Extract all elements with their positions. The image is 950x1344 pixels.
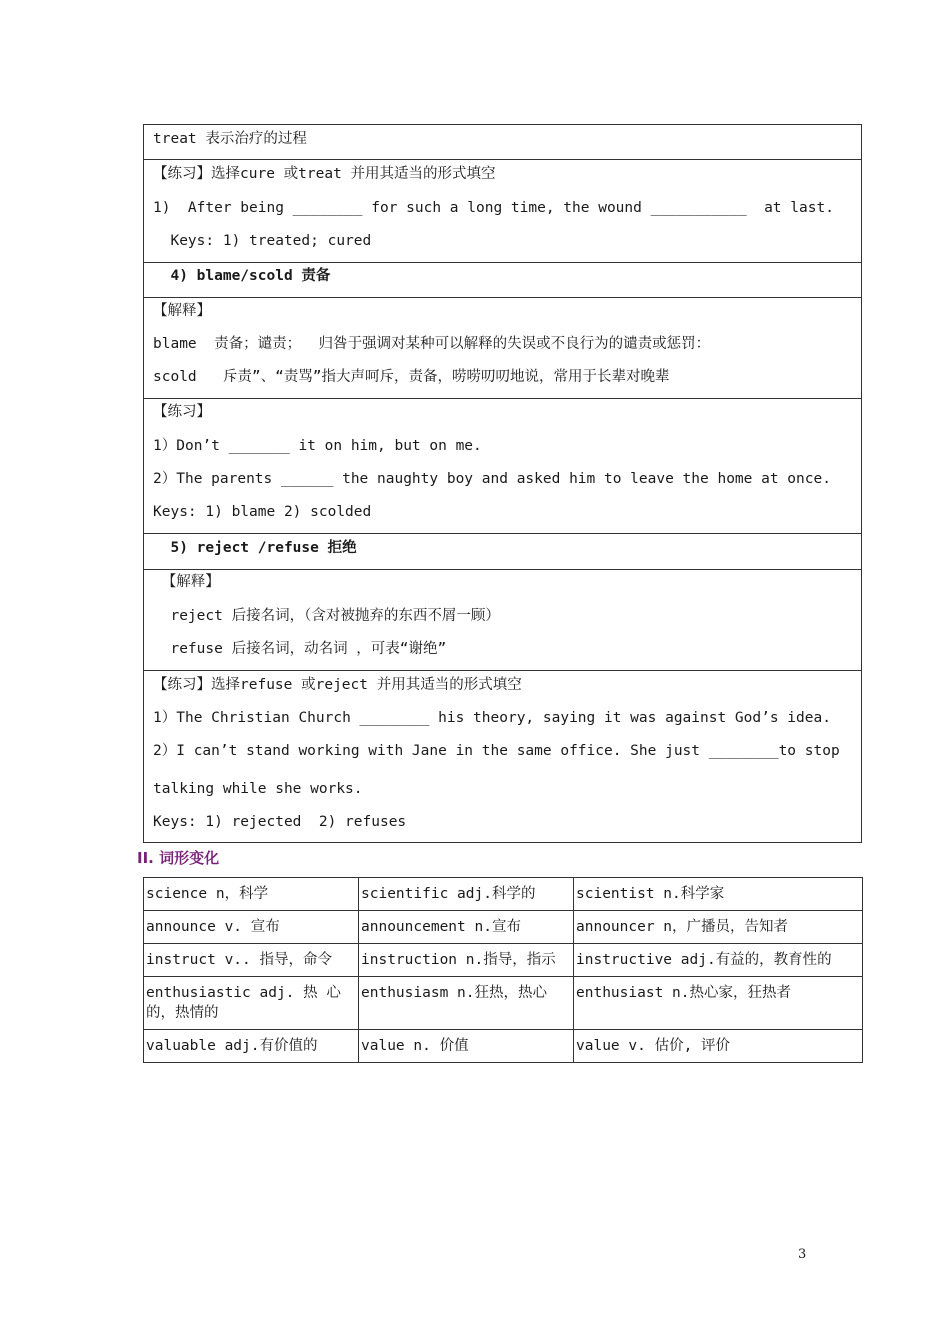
divider	[144, 297, 861, 298]
table-cell: value n. 价值	[359, 1030, 574, 1063]
reject-explanation: reject 后接名词，（含对被抛弃的东西不屑一顾）	[153, 608, 500, 624]
explanation-heading: 【解释】	[153, 303, 211, 319]
table-cell: instructive adj.有益的，教育性的	[574, 944, 863, 977]
table-cell: instruct v.. 指导，命令	[144, 944, 359, 977]
practice-3-q2: 2）I can’t stand working with Jane in the same office. She just ________to stop	[153, 743, 840, 759]
section-2-title: II. 词形变化	[137, 849, 220, 867]
table-row	[144, 977, 863, 1030]
table-cell: scientific adj.科学的	[359, 878, 574, 911]
explanation-heading-2: 【解释】	[153, 574, 220, 590]
practice-1-keys: Keys: 1) treated; cured	[153, 233, 372, 249]
practice-2-q2: 2）The parents ______ the naughty boy and asked him to leave the home at once.	[153, 471, 831, 487]
page-number: 3	[798, 1247, 807, 1262]
table-row	[144, 878, 863, 911]
refuse-explanation: refuse 后接名词，动名词 ，可表“谢绝”	[153, 641, 447, 657]
blame-scold-heading: 4) blame/scold 责备	[153, 268, 331, 284]
scold-explanation: scold 斥责”、“责骂”指大声呵斥，责备，唠唠叨叨地说，常用于长辈对晚辈	[153, 369, 670, 385]
practice-2-heading: 【练习】	[153, 404, 211, 420]
reject-refuse-heading: 5) reject /refuse 拒绝	[153, 540, 357, 556]
table-cell: announce v. 宣布	[144, 911, 359, 944]
practice-2-q1: 1）Don’t _______ it on him, but on me.	[153, 438, 482, 454]
practice-1-heading: 【练习】选择cure 或treat 并用其适当的形式填空	[153, 166, 496, 182]
table-cell: enthusiasm n.狂热，热心	[359, 977, 574, 1030]
divider	[144, 262, 861, 263]
table-cell: science n，科学	[144, 878, 359, 911]
divider	[144, 533, 861, 534]
divider	[144, 569, 861, 570]
table-row	[144, 1030, 863, 1063]
table-cell: instruction n.指导，指示	[359, 944, 574, 977]
practice-2-keys: Keys: 1) blame 2) scolded	[153, 504, 372, 520]
practice-3-keys: Keys: 1) rejected 2) refuses	[153, 814, 407, 830]
table-cell: announcer n，广播员，告知者	[574, 911, 863, 944]
practice-3-heading: 【练习】选择refuse 或reject 并用其适当的形式填空	[153, 677, 522, 693]
practice-3-q2-cont: talking while she works.	[153, 781, 363, 797]
divider	[144, 398, 861, 399]
divider	[144, 159, 861, 160]
practice-1-question: 1) After being ________ for such a long time, the wound ___________ at last.	[153, 200, 834, 216]
practice-3-q1: 1）The Christian Church ________ his theory, saying it was against God’s idea.	[153, 710, 831, 726]
treat-note: treat 表示治疗的过程	[153, 131, 307, 147]
table-cell: enthusiast n.热心家，狂热者	[574, 977, 863, 1030]
table-cell: value v. 估价, 评价	[574, 1030, 863, 1063]
table-row	[144, 911, 863, 944]
explanation-box	[143, 124, 862, 843]
divider	[144, 670, 861, 671]
table-cell: enthusiastic adj. 热 心的，热情的	[144, 977, 359, 1030]
word-forms-table	[143, 877, 863, 1063]
table-row	[144, 944, 863, 977]
table-cell: announcement n.宣布	[359, 911, 574, 944]
table-cell: valuable adj.有价值的	[144, 1030, 359, 1063]
blame-explanation: blame 责备；谴责； 归咎于强调对某种可以解释的失误或不良行为的谴责或惩罚：	[153, 336, 711, 352]
table-cell: scientist n.科学家	[574, 878, 863, 911]
